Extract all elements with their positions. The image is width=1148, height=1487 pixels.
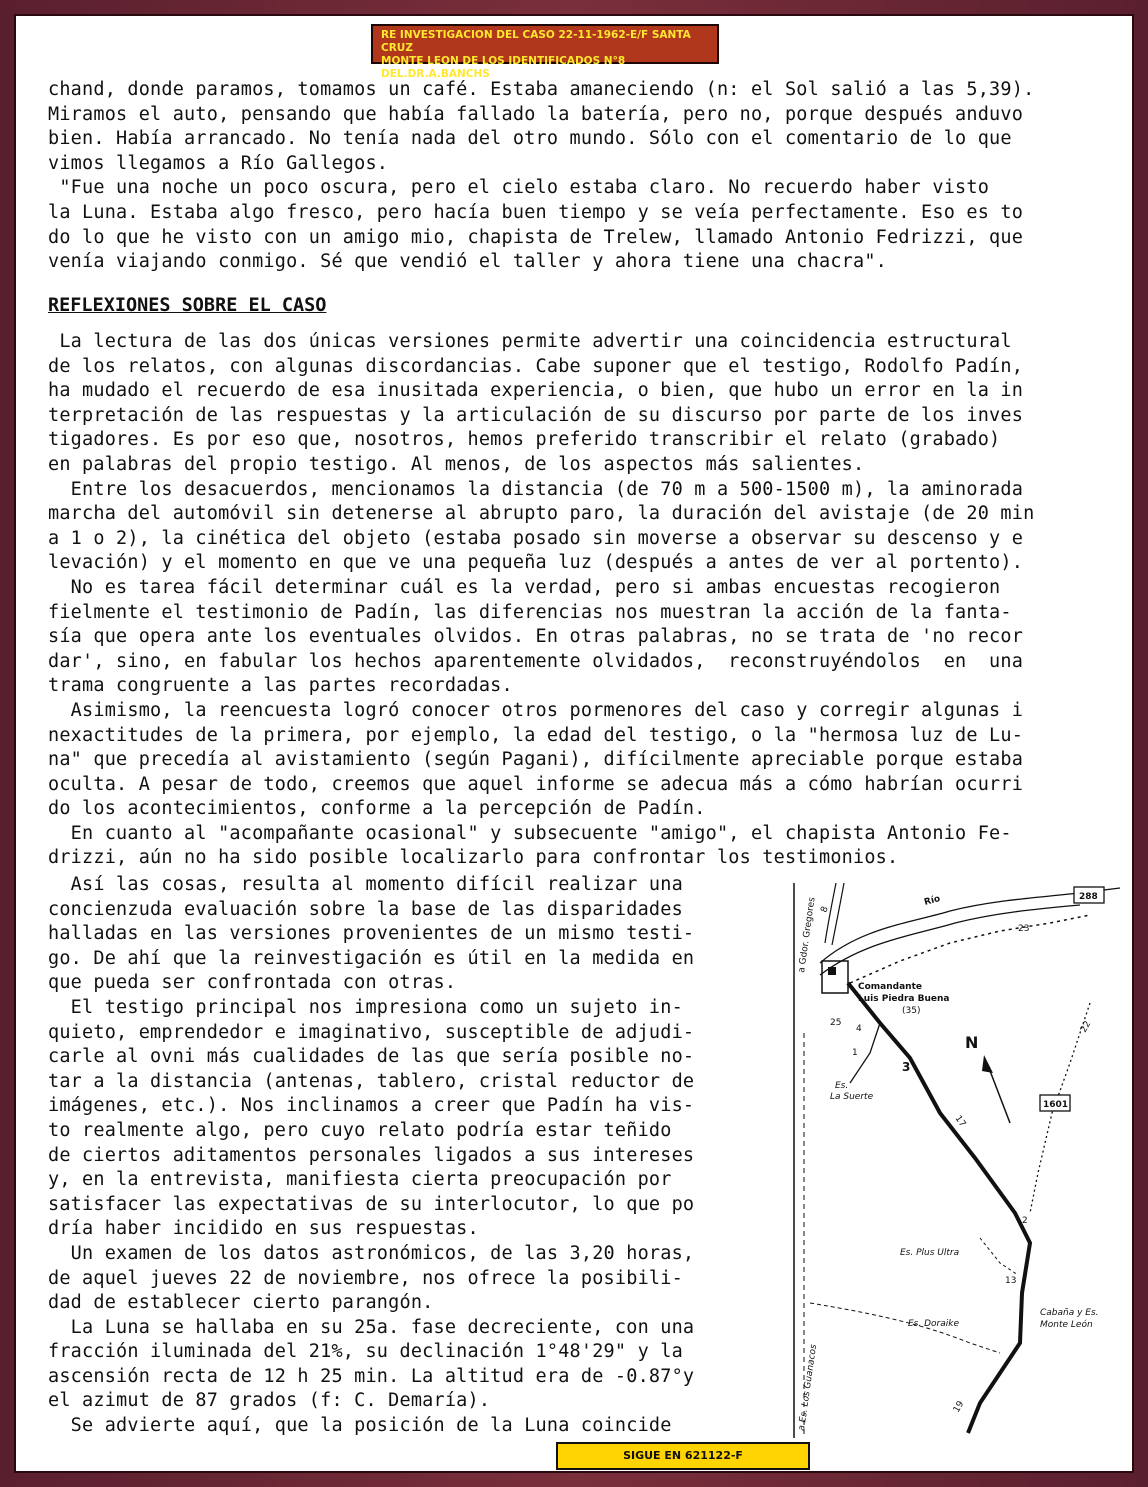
map-town-code: (35)	[902, 1006, 921, 1016]
map-gregores-label: a Gdor. Gregores	[797, 896, 818, 974]
text-line: "Fue una noche un poco oscura, pero el cielo estaba claro. No recuerdo haber visto	[48, 177, 990, 199]
map-km-2: 2	[1022, 1216, 1028, 1226]
text-line: halladas en las versiones provenientes de un mismo testi-	[48, 923, 695, 945]
continued-label: SIGUE EN 621122-F	[556, 1442, 810, 1470]
text-line: a 1 o 2), la cinética del objeto (estaba posado sin moverse a observar su descenso y e	[48, 527, 1024, 549]
text-line: Un examen de los datos astronómicos, de las 3,20 horas,	[48, 1242, 695, 1264]
intro-paragraph	[48, 78, 1120, 275]
text-line: de los relatos, con algunas discordancias. Cabe suponer que el testigo, Rodolfo Padín,	[48, 355, 1024, 377]
map-cabana-2: Monte León	[1040, 1320, 1093, 1330]
text-line: de ciertos aditamentos personales ligados a sus intereses	[48, 1144, 695, 1166]
text-line: sía que opera ante los eventuales olvidos. En otras palabras, no se trata de 'no recor	[48, 626, 1024, 648]
map-route-288: 288	[1079, 892, 1098, 902]
text-line: imágenes, etc.). Nos inclinamos a creer que Padín ha vis-	[48, 1095, 695, 1117]
text-line: fielmente el testimonio de Padín, las diferencias nos muestran la acción de la fanta-	[48, 601, 1012, 623]
section-title: REFLEXIONES SOBRE EL CASO	[48, 295, 327, 316]
map-km-17: 17	[952, 1113, 968, 1130]
text-line: en palabras del propio testigo. Al menos, de los aspectos más salientes.	[48, 453, 865, 475]
body-full-width	[48, 330, 1120, 871]
header-line-1: RE INVESTIGACION DEL CASO 22-11-1962-E/F SANTA CRUZ	[381, 29, 691, 54]
map-km-4: 4	[856, 1024, 862, 1034]
text-line: quieto, emprendedor e imaginativo, susceptible de adjudi-	[48, 1021, 695, 1043]
map-suerte-2: La Suerte	[830, 1092, 874, 1102]
text-line: que pueda ser confrontada con otras.	[48, 972, 457, 994]
route-map	[790, 883, 1120, 1438]
text-line: chand, donde paramos, tomamos un café. Estaba amaneciendo (n: el Sol salió a las 5,39).	[48, 79, 1035, 100]
body-narrow-column	[48, 873, 764, 1439]
text-line: fracción iluminada del 21%, su declinación 1°48'29" y la	[48, 1341, 683, 1363]
text-line: No es tarea fácil determinar cuál es la verdad, pero si ambas encuestas recogieron	[48, 576, 1001, 598]
text-line: terpretación de las respuestas y la articulación de su discurso por parte de los inves	[48, 404, 1024, 426]
map-town-line2: Luis Piedra Buena	[858, 994, 950, 1004]
text-line: nexactitudes de la primera, por ejemplo, la edad del testigo, o la "hermosa luz de Lu-	[48, 724, 1024, 746]
map-doraike: Es. Doraike	[908, 1319, 959, 1329]
text-line: drizzi, aún no ha sido posible localizarlo para confrontar los testimonios.	[48, 847, 899, 869]
map-km-1: 1	[852, 1048, 858, 1058]
map-river-label: Río	[923, 894, 942, 908]
map-guanacos: a Es. Los Guanacos	[797, 1343, 820, 1432]
text-line: vimos llegamos a Río Gallegos.	[48, 152, 389, 174]
header-label	[371, 24, 719, 80]
text-line: dad de establecer cierto parangón.	[48, 1292, 434, 1314]
map-km-3: 3	[902, 1060, 911, 1074]
text-line: venía viajando conmigo. Sé que vendió el taller y ahora tiene una chacra".	[48, 251, 888, 273]
text-line: Asimismo, la reencuesta logró conocer otros pormenores del caso y corregir algunas i	[48, 699, 1024, 721]
map-plus-ultra: Es. Plus Ultra	[900, 1248, 960, 1258]
text-line: Miramos el auto, pensando que había fallado la batería, pero no, porque después anduvo	[48, 103, 1024, 125]
text-line: Se advierte aquí, que la posición de la Luna coincide	[48, 1415, 672, 1437]
text-line: do lo que he visto con un amigo mio, chapista de Trelew, llamado Antonio Fedrizzi, que	[48, 226, 1024, 248]
text-line: ha mudado el recuerdo de esa inusitada experiencia, o bien, que hubo un error en la in	[48, 380, 1024, 402]
header-line-2: MONTE LEON DE LOS IDENTIFICADOS N°8 DEL.DR.A.BANCHS	[381, 55, 626, 80]
map-suerte-1: Es.	[835, 1081, 849, 1091]
text-line: bien. Había arrancado. No tenía nada del otro mundo. Sólo con el comentario de lo que	[48, 128, 1012, 150]
map-route-1601: 1601	[1043, 1100, 1069, 1110]
map-town-line1: Comandante	[858, 982, 922, 992]
text-line: tigadores. Es por eso que, nosotros, hemos preferido transcribir el relato (grabado)	[48, 429, 1001, 451]
text-line: y, en la entrevista, manifiesta cierta preocupación por	[48, 1169, 672, 1191]
text-line: La lectura de las dos únicas versiones permite advertir una coincidencia estructural	[48, 331, 1012, 352]
text-line: go. De ahí que la reinvestigación es útil en la medida en	[48, 947, 695, 969]
text-line: dría haber incidido en sus respuestas.	[48, 1218, 479, 1240]
text-line: trama congruente a las partes recordadas.	[48, 675, 513, 697]
text-line: levación) y el momento en que ve una pequeña luz (después a antes de ver al portento).	[48, 552, 1024, 574]
map-km-22: 22	[1078, 1019, 1094, 1035]
text-line: tar a la distancia (antenas, tablero, cristal reductor de	[48, 1070, 695, 1092]
map-km-25: 25	[830, 1018, 842, 1028]
text-line: do los acontecimientos, conforme a la percepción de Padín.	[48, 798, 706, 820]
map-cabana-1: Cabaña y Es.	[1040, 1308, 1099, 1318]
map-km-23: 23	[1018, 924, 1030, 934]
text-line: oculta. A pesar de todo, creemos que aquel informe se adecua más a cómo habrían ocurri	[48, 773, 1024, 795]
text-line: satisfacer las expectativas de su interlocutor, lo que po	[48, 1193, 695, 1215]
text-line: En cuanto al "acompañante ocasional" y subsecuente "amigo", el chapista Antonio Fe-	[48, 822, 1012, 844]
text-line: la Luna. Estaba algo fresco, pero hacía buen tiempo y se veía perfectamente. Eso es to	[48, 201, 1024, 223]
text-line: La Luna se hallaba en su 25a. fase decreciente, con una	[48, 1316, 695, 1338]
map-north: N	[965, 1033, 979, 1052]
text-line: marcha del automóvil sin detenerse al abrupto paro, la duración del avistaje (de 20 min	[48, 503, 1035, 525]
text-line: Entre los desacuerdos, mencionamos la distancia (de 70 m a 500-1500 m), la aminorada	[48, 478, 1024, 500]
text-line: de aquel jueves 22 de noviembre, nos ofrece la posibili-	[48, 1267, 683, 1289]
text-line: ascensión recta de 12 h 25 min. La altitud era de -0.87°y	[48, 1365, 695, 1387]
text-line: dar', sino, en fabular los hechos aparentemente olvidados, reconstruyéndolos en una	[48, 650, 1024, 672]
map-km-19: 19	[951, 1399, 967, 1415]
text-line: to realmente algo, pero cuyo relato podría estar teñido	[48, 1119, 672, 1141]
text-line: carle al ovni más cualidades de las que sería posible no-	[48, 1046, 695, 1068]
text-line: el azimut de 87 grados (f: C. Demaría).	[48, 1390, 491, 1412]
text-line: na" que precedía al avistamiento (según Pagani), difícilmente apreciable porque estaba	[48, 749, 1024, 771]
text-line: concienzuda evaluación sobre la base de las disparidades	[48, 898, 683, 920]
text-line: Así las cosas, resulta al momento difícil realizar una	[48, 874, 683, 895]
map-km-8: 8	[819, 905, 831, 915]
map-km-13: 13	[1005, 1276, 1017, 1286]
route-map-svg	[790, 883, 1120, 1438]
text-line: El testigo principal nos impresiona como un sujeto in-	[48, 996, 683, 1018]
